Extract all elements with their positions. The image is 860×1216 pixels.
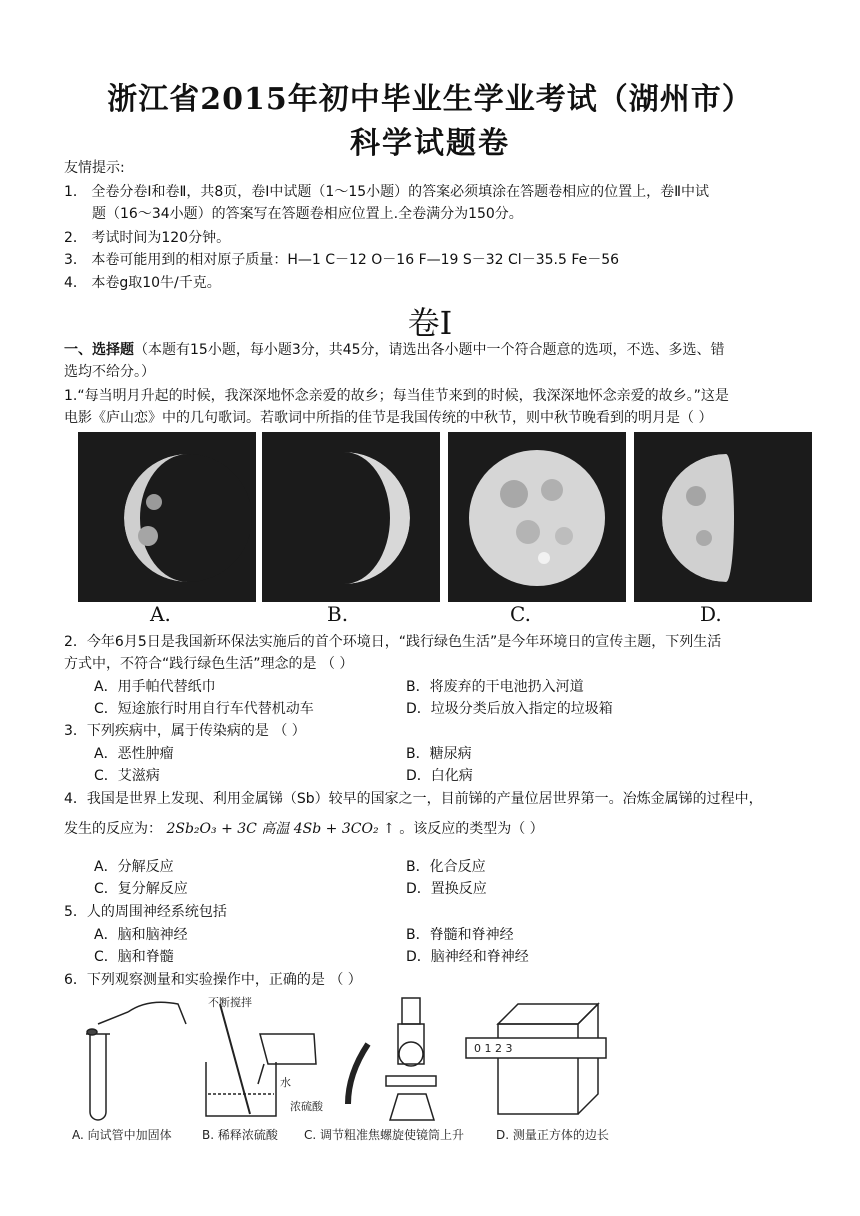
q4-option-c: C．复分解反应 — [94, 881, 188, 897]
q1-line1: 1.“每当明月升起的时候，我深深地怀念亲爱的故乡；每当佳节来到的时候，我深深地怀念亲爱的故乡。”这是 — [64, 388, 729, 404]
figure-c-microscope — [348, 998, 436, 1120]
tip-3: 3． 本卷可能用到的相对原子质量：H—1 C－12 O－16 F—19 S－32 Cl－35.5 Fe－56 — [64, 252, 620, 268]
q3-option-c: C．艾滋病 — [94, 768, 160, 784]
q6-caption-c: C. 调节粗准焦螺旋使镜筒上升 — [304, 1128, 465, 1142]
q2-line2: 方式中，不符合“践行绿色生活”理念的是 （ ） — [64, 656, 354, 672]
figure-b-acid-label: 浓硫酸 — [290, 1100, 323, 1113]
section-intro-text: （本题有15小题，每小题3分，共45分，请选出各小题中一个符合题意的选项，不选、多选、错 — [134, 342, 725, 358]
figure-a-test-tube — [86, 1002, 186, 1120]
q3-line1: 3．下列疾病中，属于传染病的是 （ ） — [64, 723, 306, 739]
tip-2: 2． 考试时间为120分钟。 — [64, 230, 231, 246]
q2-option-b: B．将废弃的干电池扔入河道 — [406, 679, 584, 695]
q1-line2: 电影《庐山恋》中的几句歌词。若歌词中所指的佳节是我国传统的中秋节，则中秋节晚看到的明月是（ ） — [64, 410, 713, 426]
q5-option-c: C．脑和脊髓 — [94, 949, 174, 965]
q5-option-a: A．脑和脑神经 — [94, 927, 188, 943]
tips-heading: 友情提示: — [64, 160, 125, 176]
q5-line1: 5．人的周围神经系统包括 — [64, 904, 227, 920]
figure-b-stir-label: 不断搅拌 — [208, 996, 252, 1009]
figure-d-cube-ruler — [466, 1004, 606, 1114]
moon-label-c: C. — [510, 602, 531, 626]
q5-option-b: B．脊髓和脊神经 — [406, 927, 514, 943]
exam-title: 浙江省2015年初中毕业生学业考试（湖州市） — [107, 82, 753, 117]
q4-line2-pre: 发生的反应为： — [64, 821, 162, 837]
moon-image-b — [262, 432, 440, 602]
tip-1: 1． 全卷分卷Ⅰ和卷Ⅱ，共8页，卷Ⅰ中试题（1～15小题）的答案必须填涂在答题卷相应的位置上，卷Ⅱ中试 — [64, 184, 710, 200]
q6-line1: 6．下列观察测量和实验操作中，正确的是 （ ） — [64, 972, 362, 988]
moon-label-a: A. — [150, 602, 171, 626]
q3-option-a: A．恶性肿瘤 — [94, 746, 174, 762]
tip-4: 4． 本卷g取10牛/千克。 — [64, 275, 221, 291]
q6-figures — [68, 994, 628, 1128]
q4-line2-post: 。该反应的类型为（ ） — [399, 821, 544, 837]
section-intro-cont: 选均不给分。） — [64, 364, 155, 380]
q5-option-d: D．脑神经和脊神经 — [406, 949, 529, 965]
q2-option-c: C．短途旅行时用自行车代替机动车 — [94, 701, 314, 717]
section-title: 卷Ⅰ — [407, 304, 453, 342]
q3-option-d: D．白化病 — [406, 768, 473, 784]
moon-label-b: B. — [327, 602, 349, 626]
figure-d-ruler-label: 0 1 2 3 — [474, 1042, 513, 1055]
q2-line1: 2．今年6月5日是我国新环保法实施后的首个环境日，“践行绿色生活”是今年环境日的宣传主题，下列生活 — [64, 634, 722, 650]
moon-image-a — [78, 432, 256, 602]
exam-subtitle: 科学试题卷 — [350, 126, 510, 161]
q2-option-a: A．用手帕代替纸巾 — [94, 679, 216, 695]
moon-image-c — [448, 432, 626, 602]
figure-b-water-label: 水 — [280, 1076, 291, 1089]
q6-caption-d: D. 测量正方体的边长 — [496, 1128, 609, 1142]
q6-caption-a: A. 向试管中加固体 — [72, 1128, 172, 1142]
section-intro-bold: 一、选择题 — [64, 342, 134, 358]
q4-option-a: A．分解反应 — [94, 859, 174, 875]
section-intro — [64, 339, 725, 361]
q3-option-b: B．糖尿病 — [406, 746, 472, 762]
q4-option-d: D．置换反应 — [406, 881, 487, 897]
q4-option-b: B．化合反应 — [406, 859, 486, 875]
moon-label-d: D. — [700, 602, 722, 626]
q6-caption-b: B. 稀释浓硫酸 — [202, 1128, 278, 1142]
tip-1-cont: 题（16～34小题）的答案写在答题卷相应位置上.全卷满分为150分。 — [92, 206, 523, 222]
q2-option-d: D．垃圾分类后放入指定的垃圾箱 — [406, 701, 613, 717]
moon-image-d — [634, 432, 812, 602]
q4-line1: 4．我国是世界上发现、利用金属锑（Sb）较早的国家之一，目前锑的产量位居世界第一。冶炼金属锑的过程中， — [64, 791, 763, 807]
q4-line2 — [64, 818, 544, 840]
q4-formula: 2Sb₂O₃ + 3C 高温 4Sb + 3CO₂ ↑ — [166, 821, 395, 837]
